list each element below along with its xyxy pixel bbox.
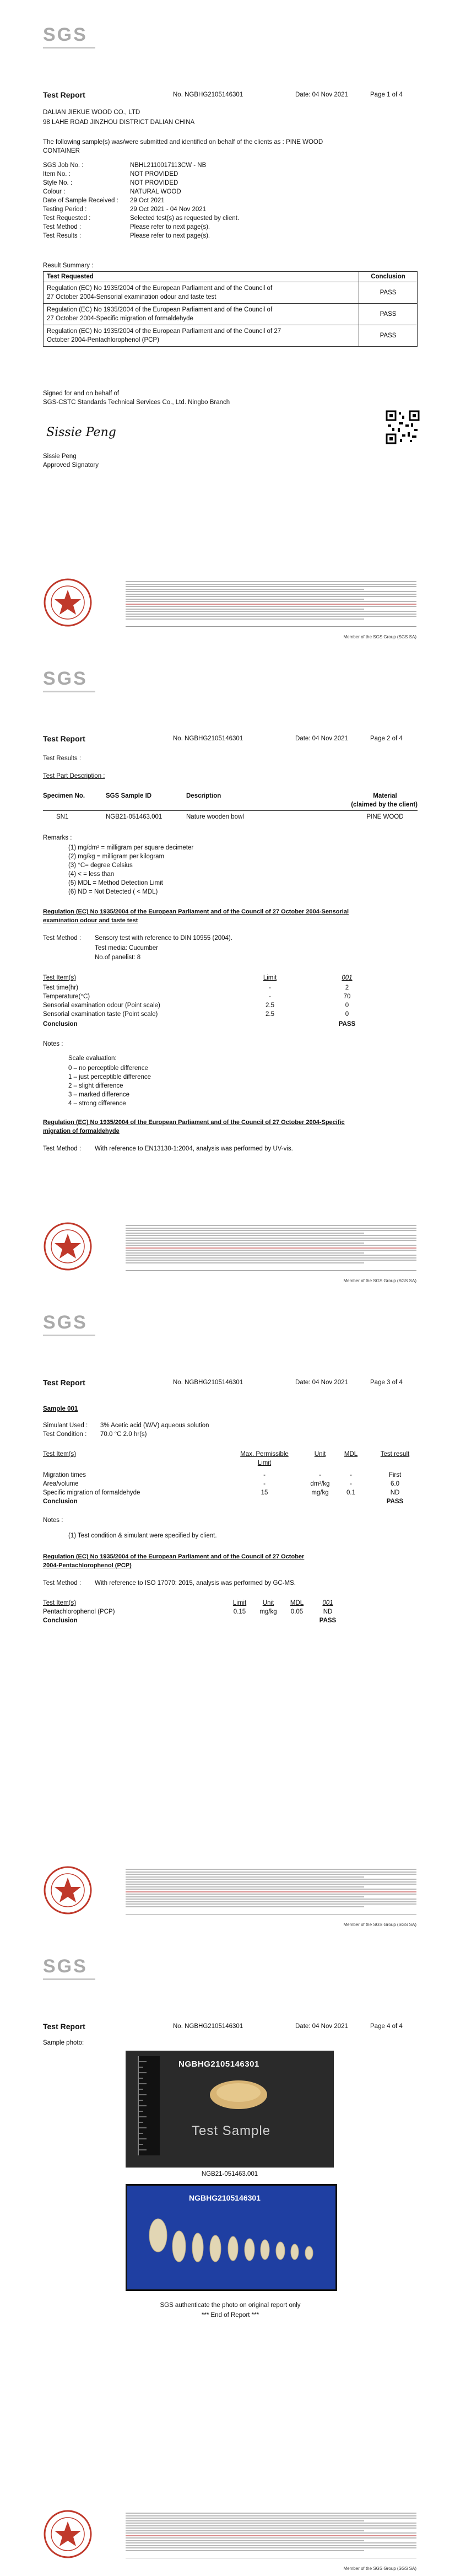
sgs-logo: SGS: [43, 668, 95, 692]
table-cell: ND: [390, 1489, 400, 1496]
field-value: 29 Oct 2021 - 04 Nov 2021: [130, 206, 207, 213]
table-cell: -: [263, 1481, 266, 1487]
sgs-logo: SGS: [43, 1956, 95, 1980]
col-header: 001: [322, 1600, 333, 1606]
field-label: Date of Sample Received :: [43, 197, 118, 204]
panelists: No.of panelist: 8: [95, 954, 141, 961]
summary-text: October 2004-Pentachlorophenol (PCP): [47, 337, 159, 343]
field-value: NATURAL WOOD: [130, 189, 181, 195]
summary-text: Regulation (EC) No 1935/2004 of the European Parliament and of the Council of: [47, 306, 273, 313]
scale-item: 2 – slight difference: [68, 1083, 123, 1089]
method-label: Test Method :: [43, 1580, 82, 1587]
sgs-logo: SGS: [43, 1312, 95, 1336]
page-footer: [43, 2509, 418, 2570]
col-header: Limit: [232, 1600, 247, 1606]
qr-code-icon: [386, 410, 420, 444]
table-cell: -: [350, 1472, 352, 1478]
remark: (1) mg/dm² = milligram per square decimeter: [68, 845, 194, 851]
field-value: NOT PROVIDED: [130, 180, 178, 186]
simulant-value: 3% Acetic acid (W/V) aqueous solution: [100, 1422, 209, 1429]
table-cell: dm²/kg: [310, 1481, 330, 1487]
col-header: Test result: [380, 1451, 410, 1458]
field-value: Please refer to next page(s).: [130, 233, 210, 239]
col-header: (claimed by the client): [351, 802, 418, 808]
col-header: MDL: [290, 1600, 304, 1606]
sgs-logo: SGS: [43, 24, 95, 49]
test-results-label: Test Results :: [43, 755, 82, 762]
table-cell: Pentachlorophenol (PCP): [43, 1609, 115, 1615]
field-value: 29 Oct 2021: [130, 197, 165, 204]
notes-label: Notes :: [43, 1517, 63, 1524]
report-date: Date: 04 Nov 2021: [295, 735, 348, 742]
test-media: Test media: Cucumber: [95, 945, 159, 951]
field-label: Test Results :: [43, 233, 82, 239]
report-date: Date: 04 Nov 2021: [295, 2023, 348, 2030]
conclusion-label: Conclusion: [43, 1021, 78, 1028]
test-sample-label: Test Sample: [192, 2123, 271, 2138]
terms-text: [126, 1869, 416, 1908]
page-number: Page 4 of 4: [370, 2023, 403, 2030]
photo-code: NGBHG2105146301: [189, 2193, 261, 2202]
photo-label: Sample photo:: [43, 2040, 84, 2046]
footer-address: [126, 2558, 416, 2571]
signature: Sissie Peng: [46, 426, 116, 439]
conclusion-label: Conclusion: [43, 1498, 78, 1505]
summary-text: 27 October 2004-Specific migration of formaldehyde: [47, 315, 193, 322]
conclusion-value: PASS: [386, 1498, 404, 1505]
col-header: Max. Permissible: [240, 1451, 289, 1458]
divider: [43, 810, 418, 811]
method-value: With reference to EN13130-1:2004, analysis was performed by UV-vis.: [95, 1146, 293, 1152]
sgs-seal-icon: [43, 1865, 93, 1915]
photo-caption: NGB21-051463.001: [201, 2171, 258, 2177]
bowls-image: [147, 2213, 323, 2268]
scale-item: 1 – just perceptible difference: [68, 1074, 151, 1080]
report-date: Date: 04 Nov 2021: [295, 1379, 348, 1386]
remarks-label: Remarks :: [43, 835, 72, 841]
table-cell: 15: [261, 1489, 268, 1496]
sgs-seal-icon: [43, 2509, 93, 2559]
table-cell: Sensorial examination taste (Point scale): [43, 1011, 158, 1018]
table-row: [44, 325, 418, 347]
table-cell: -: [319, 1472, 321, 1478]
field-value: Please refer to next page(s).: [130, 224, 210, 230]
col-header: Unit: [314, 1451, 326, 1458]
signer-name: Sissie Peng: [43, 453, 77, 460]
auth-note: SGS authenticate the photo on original report only: [160, 2302, 301, 2309]
table-cell: -: [263, 1472, 266, 1478]
report-header: [43, 735, 418, 745]
end-of-report: *** End of Report ***: [201, 2312, 259, 2319]
table-header: Conclusion: [359, 272, 418, 282]
section-title: 2004-Pentachlorophenol (PCP): [43, 1562, 132, 1569]
table-cell: mg/kg: [259, 1609, 277, 1615]
table-cell: Sensorial examination odour (Point scale): [43, 1002, 160, 1009]
condition-label: Test Condition :: [43, 1431, 87, 1438]
footer-address: [126, 626, 416, 639]
company-name: DALIAN JIEKUE WOOD CO., LTD: [43, 109, 140, 116]
ruler: [138, 2056, 160, 2155]
field-label: Colour :: [43, 189, 66, 195]
table-cell: 0: [345, 1011, 349, 1018]
page-1: [0, 0, 455, 644]
page-3: [0, 1288, 455, 1932]
field-value: Selected test(s) as requested by client.: [130, 215, 240, 222]
col-header: Unit: [262, 1600, 274, 1606]
report-number: No. NGBHG2105146301: [173, 2023, 243, 2030]
conclusion-value: PASS: [338, 1021, 356, 1028]
col-header: Specimen No.: [43, 793, 85, 799]
remark: (4) < = less than: [68, 871, 115, 878]
terms-text: [126, 2513, 416, 2552]
signing-company: SGS-CSTC Standards Technical Services Co., Ltd. Ningbo Branch: [43, 399, 230, 406]
conclusion-label: Conclusion: [43, 1617, 78, 1624]
sgs-seal-icon: [43, 578, 93, 627]
field-label: Test Requested :: [43, 215, 91, 222]
footer-address: [126, 1914, 416, 1927]
field-label: Item No. :: [43, 171, 71, 178]
method-label: Test Method :: [43, 935, 82, 942]
table-cell: Area/volume: [43, 1481, 79, 1487]
report-date: Date: 04 Nov 2021: [295, 92, 348, 98]
table-cell: 70: [343, 993, 351, 1000]
table-row: [44, 272, 418, 282]
table-cell: 0: [345, 1002, 349, 1009]
sample-photo: [126, 2184, 337, 2291]
report-title: Test Report: [43, 1378, 85, 1387]
report-number: No. NGBHG2105146301: [173, 1379, 243, 1386]
remark: (3) °C= degree Celsius: [68, 862, 133, 869]
field-value: NBHL2110017113CW - NB: [130, 162, 207, 169]
page-footer: [43, 1222, 418, 1282]
table-cell: 0.1: [346, 1489, 355, 1496]
scale-item: 3 – marked difference: [68, 1091, 130, 1098]
table-cell: 2.5: [266, 1002, 274, 1009]
scale-item: 4 – strong difference: [68, 1100, 126, 1107]
scale-label: Scale evaluation:: [68, 1055, 117, 1062]
report-title: Test Report: [43, 734, 85, 743]
section-title: Regulation (EC) No 1935/2004 of the European Parliament and of the Council of 27 October 2004-Sensorial: [43, 908, 349, 915]
material: PINE WOOD: [366, 814, 404, 820]
table-cell: 0.15: [233, 1609, 246, 1615]
page-4: [0, 1932, 455, 2576]
col-header: Limit: [263, 975, 277, 981]
table-header: Test Requested: [44, 272, 359, 282]
footer-address: [126, 1270, 416, 1283]
report-number: No. NGBHG2105146301: [173, 735, 243, 742]
report-title: Test Report: [43, 2022, 85, 2031]
page-2: [0, 644, 455, 1288]
signer-title: Approved Signatory: [43, 462, 99, 469]
summary-label: Result Summary :: [43, 262, 94, 269]
note: (1) Test condition & simulant were specified by client.: [68, 1532, 217, 1539]
condition-value: 70.0 °C 2.0 hr(s): [100, 1431, 147, 1438]
photo-code: NGBHG2105146301: [178, 2059, 259, 2069]
table-cell: Specific migration of formaldehyde: [43, 1489, 140, 1496]
method-value: Sensory test with reference to DIN 10955 (2004).: [95, 935, 232, 942]
signed-on-behalf: Signed for and on behalf of: [43, 390, 120, 397]
col-header: Test Item(s): [43, 1451, 77, 1458]
summary-text: Regulation (EC) No 1935/2004 of the European Parliament and of the Council of 27: [47, 328, 281, 335]
simulant-label: Simulant Used :: [43, 1422, 88, 1429]
page-footer: [43, 1865, 418, 1926]
wooden-bowl-image: [208, 2078, 269, 2111]
method-label: Test Method :: [43, 1146, 82, 1152]
report-header: [43, 2023, 418, 2033]
col-header: SGS Sample ID: [106, 793, 152, 799]
table-cell: 2.5: [266, 1011, 274, 1018]
section-title: Regulation (EC) No 1935/2004 of the European Parliament and of the Council of 27 October: [43, 1553, 305, 1560]
description: Nature wooden bowl: [186, 814, 244, 820]
report-header: [43, 92, 418, 101]
remark: (2) mg/kg = milligram per kilogram: [68, 853, 165, 860]
page-number: Page 2 of 4: [370, 735, 403, 742]
table-cell: Migration times: [43, 1472, 86, 1478]
sgs-seal-icon: [43, 1222, 93, 1271]
table-cell: -: [350, 1481, 352, 1487]
section-title: migration of formaldehyde: [43, 1128, 120, 1134]
intro-line: CONTAINER: [43, 148, 80, 154]
col-header: MDL: [344, 1451, 358, 1458]
field-label: Test Method :: [43, 224, 82, 230]
result-summary-table: [43, 271, 418, 347]
field-label: SGS Job No. :: [43, 162, 84, 169]
terms-text: [126, 581, 416, 621]
conclusion: PASS: [359, 325, 418, 347]
specimen-no: SN1: [56, 814, 69, 820]
report-title: Test Report: [43, 90, 85, 99]
col-header: Description: [186, 793, 221, 799]
col-header: Test Item(s): [43, 975, 77, 981]
member-note: Member of the SGS Group (SGS SA): [343, 1922, 416, 1927]
intro-line: The following sample(s) was/were submitted and identified on behalf of the clients as : PINE WOOD: [43, 139, 323, 146]
page-number: Page 3 of 4: [370, 1379, 403, 1386]
remark: (6) ND = Not Detected ( < MDL): [68, 889, 158, 895]
table-row: [44, 304, 418, 325]
summary-text: Regulation (EC) No 1935/2004 of the European Parliament and of the Council of: [47, 285, 273, 292]
member-note: Member of the SGS Group (SGS SA): [343, 1278, 416, 1283]
field-value: NOT PROVIDED: [130, 171, 178, 178]
table-row: [44, 282, 418, 304]
field-label: Testing Period :: [43, 206, 87, 213]
table-cell: -: [269, 993, 271, 1000]
table-cell: ND: [323, 1609, 333, 1615]
remark: (5) MDL = Method Detection Limit: [68, 880, 163, 886]
sample-label: Sample 001: [43, 1406, 78, 1412]
method-value: With reference to ISO 17070: 2015, analysis was performed by GC-MS.: [95, 1580, 296, 1587]
col-header: Limit: [257, 1460, 272, 1466]
section-title: examination odour and taste test: [43, 917, 138, 924]
col-header: 001: [342, 975, 353, 981]
test-part-label: Test Part Description :: [43, 773, 105, 779]
summary-text: 27 October 2004-Sensorial examination odour and taste test: [47, 294, 216, 300]
conclusion: PASS: [359, 282, 418, 304]
table-cell: Temperature(°C): [43, 993, 90, 1000]
table-cell: -: [269, 985, 271, 991]
table-cell: First: [388, 1472, 402, 1478]
col-header: Material: [373, 793, 397, 799]
table-cell: 0.05: [290, 1609, 304, 1615]
sample-photo: [126, 2051, 334, 2168]
sample-id: NGB21-051463.001: [106, 814, 162, 820]
notes-label: Notes :: [43, 1041, 63, 1047]
table-cell: Test time(hr): [43, 985, 78, 991]
page-number: Page 1 of 4: [370, 92, 403, 98]
section-title: Regulation (EC) No 1935/2004 of the European Parliament and of the Council of 27 October 2004-Specific: [43, 1119, 345, 1126]
terms-text: [126, 1225, 416, 1265]
page-footer: [43, 578, 418, 638]
member-note: Member of the SGS Group (SGS SA): [343, 2566, 416, 2571]
member-note: Member of the SGS Group (SGS SA): [343, 634, 416, 639]
table-cell: mg/kg: [311, 1489, 329, 1496]
scale-item: 0 – no perceptible difference: [68, 1065, 148, 1072]
table-cell: 6.0: [391, 1481, 399, 1487]
col-header: Test Item(s): [43, 1600, 77, 1606]
field-label: Style No. :: [43, 180, 73, 186]
conclusion: PASS: [359, 304, 418, 325]
report-header: [43, 1379, 418, 1389]
table-cell: 2: [345, 985, 349, 991]
conclusion-value: PASS: [319, 1617, 337, 1624]
report-number: No. NGBHG2105146301: [173, 92, 243, 98]
company-address: 98 LAHE ROAD JINZHOU DISTRICT DALIAN CHINA: [43, 119, 195, 126]
